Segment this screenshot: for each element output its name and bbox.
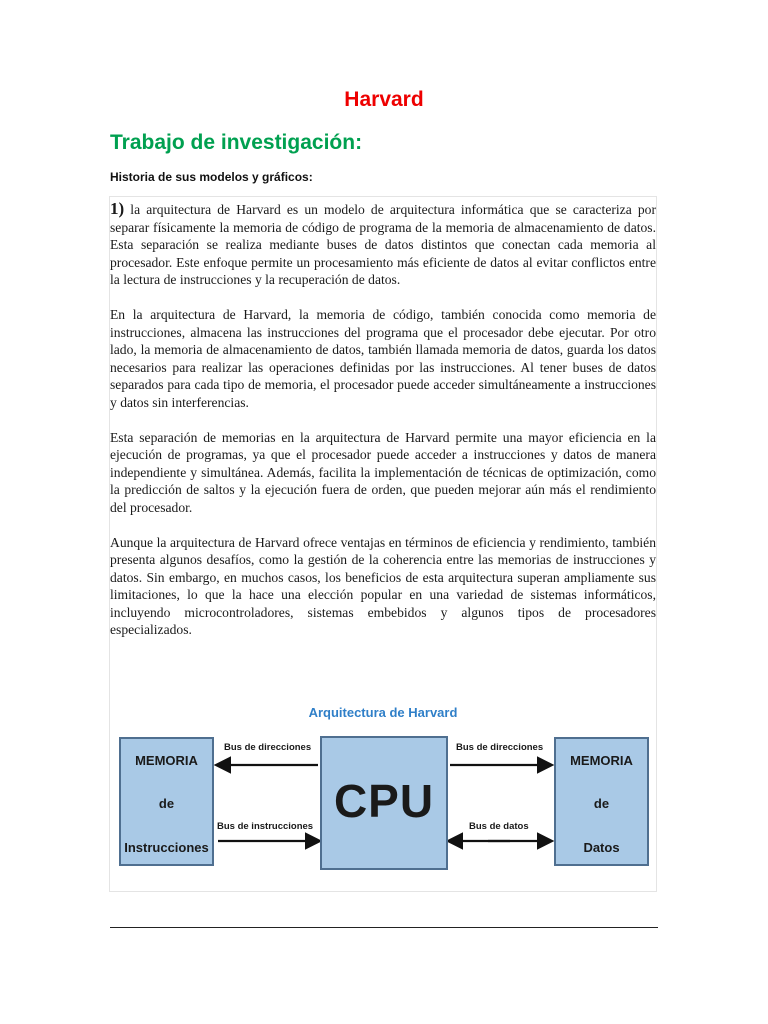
bus-label-right-bottom: Bus de datos [469, 821, 529, 832]
cpu-block [320, 736, 448, 870]
item-number: 1) [110, 199, 125, 218]
mem-left-line-2: de [158, 796, 175, 811]
mem-right-line-1: MEMORIA [570, 753, 633, 768]
mem-left-line-1: MEMORIA [135, 753, 198, 768]
mem-right-line-3: Datos [583, 840, 620, 855]
paragraph-2: En la arquitectura de Harvard, la memoria de código, también conocida como memoria de instrucciones, almacena las instrucciones del programa que el procesador debe ejecutar. Por otro lado, la memoria de almacenamiento de datos, también llamada memoria de datos, guarda los datos necesarios para realizar las operaciones definidas por las instrucciones. Al tener buses de datos separados para cada tipo de memoria, el procesador puede acceder simultáneamente a instrucciones y datos sin interferencias. [110, 306, 656, 410]
bus-label-right-top: Bus de direcciones [456, 742, 544, 753]
paragraph-3: Esta separación de memorias en la arquitectura de Harvard permite una mayor eficiencia en la ejecución de programas, ya que el procesador puede acceder a instrucciones y datos de manera independiente y simultánea. Además, facilita la implementación de técnicas de optimización, como la predicción de saltos y la ejecución fuera de orden, que pueden mejorar aún más el rendimiento del procesador. [110, 429, 656, 515]
bottom-rule [110, 927, 658, 928]
paragraph-1 [110, 200, 656, 289]
mem-right-line-2: de [593, 796, 610, 811]
harvard-architecture-diagram [110, 700, 656, 880]
document-title: Harvard [344, 88, 424, 111]
section-label: Historia de sus modelos y gráficos: [110, 170, 313, 184]
paragraph-1-text: la arquitectura de Harvard es un modelo de arquitectura informática que se caracteriza por separar físicamente la memoria de código de programa de la memoria de almacenamiento de datos. Esta separación se realiza mediante buses de datos distintos que conectan cada memoria al procesador. Este enfoque permite un procesamiento más eficiente de datos al evitar conflictos entre la lectura de instrucciones y la recuperación de datos. [110, 202, 656, 288]
data-memory-block [554, 737, 649, 866]
document-subtitle: Trabajo de investigación: [110, 131, 363, 154]
instruction-memory-block [119, 737, 214, 866]
scanned-text [110, 200, 656, 656]
mem-left-line-3: Instrucciones [124, 840, 209, 855]
bus-label-left-bottom: Bus de instrucciones [217, 821, 314, 832]
bus-label-left-top: Bus de direcciones [224, 742, 312, 753]
paragraph-4: Aunque la arquitectura de Harvard ofrece ventajas en términos de eficiencia y rendimiento, también presenta algunos desafíos, como la gestión de la coherencia entre las memorias de instrucciones y datos. Sin embargo, en muchos casos, los beneficios de esta arquitectura superan ampliamente sus limitaciones, lo que la hace una elección popular en una variedad de sistemas informáticos, incluyendo microcontroladores, sistemas embebidos y algunos tipos de procesadores especializados. [110, 534, 656, 638]
cpu-label: CPU [333, 775, 435, 827]
diagram-title: Arquitectura de Harvard [308, 705, 458, 720]
